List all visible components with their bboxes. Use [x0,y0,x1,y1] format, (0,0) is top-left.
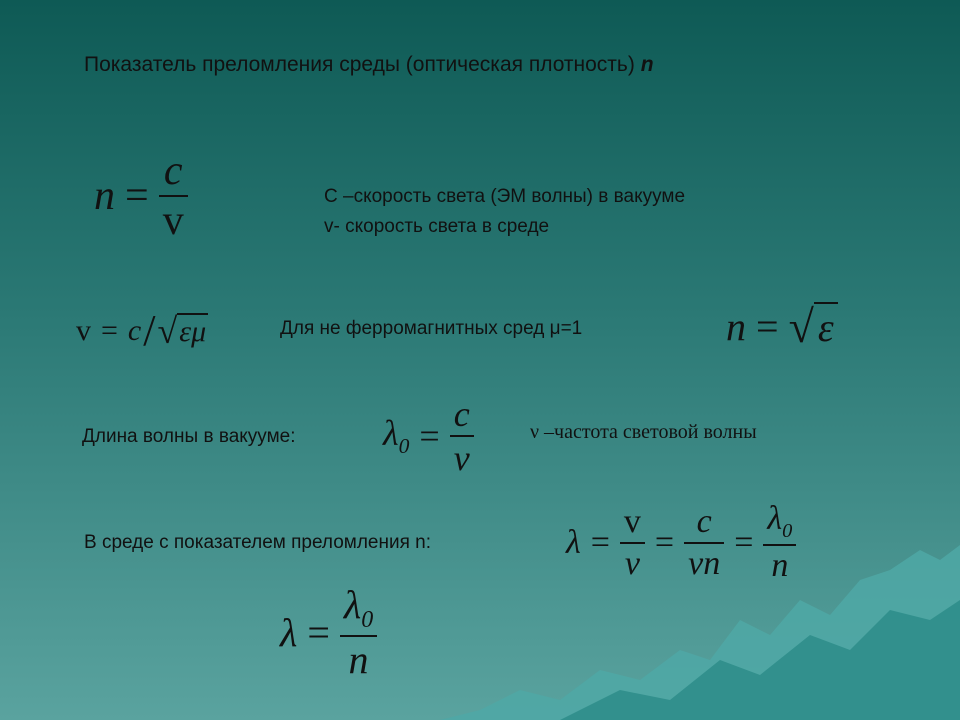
non-ferromagnetic-note: Для не ферромагнитных сред μ=1 [280,318,583,339]
c-definition: С –скорость света (ЭМ волны) в вакууме [324,186,686,207]
formula-lambda-equals-lambda0-over-n: λ = $\frac{\lambda_0}{n}$ [280,585,377,680]
medium-label: В среде с показателем преломления n: [84,532,431,553]
formula-lambda0: $\lambda_0$ = $\frac{c}{\nu}$ [383,396,474,476]
formula-v-equals-c-over-sqrt: v = c / √ εμ [76,306,207,355]
wavelength-vacuum-label: Длина волны в вакууме: [82,426,296,447]
page-title: Показатель преломления среды (оптическая плотность) n [84,53,654,76]
v-definition: v- скорость света в среде [324,216,550,237]
formula-lambda-in-medium: λ = $\frac{v}{\nu}$ = $\frac{c}{\nu n}$ = $\frac{\lambda_0}{n}$ [566,502,796,583]
formula-n-equals-sqrt-eps: n = √ ε [726,300,838,353]
formula-n-equals-c-over-v: n = $\frac{c}{v}$ [94,150,188,242]
nu-definition: ν –частота световой волны [530,421,757,443]
